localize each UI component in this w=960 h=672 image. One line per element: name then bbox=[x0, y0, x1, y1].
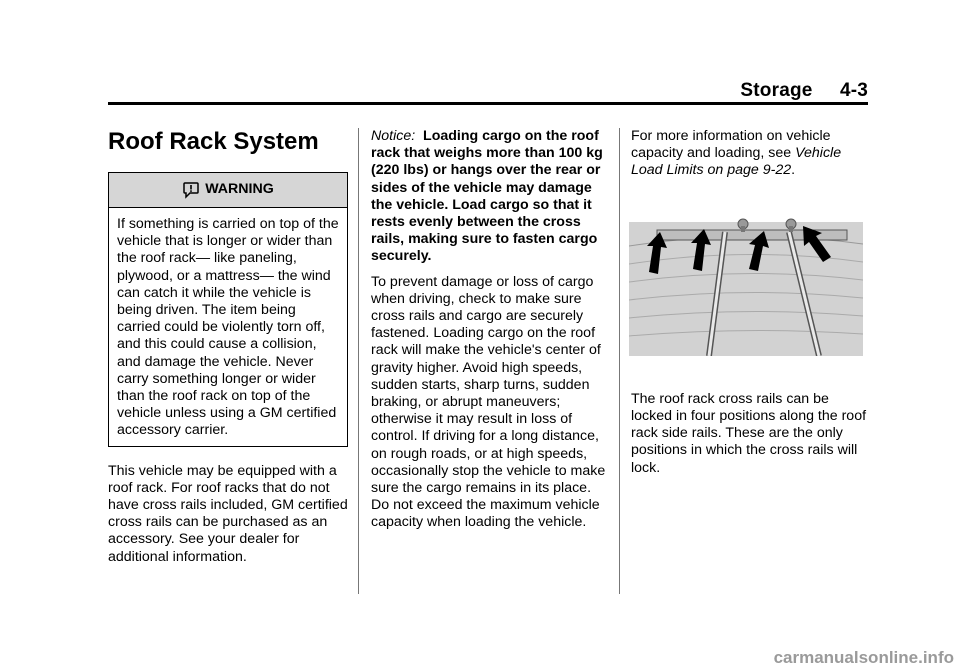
capacity-text: For more information on vehicle capacity and loading, see bbox=[631, 128, 831, 162]
capacity-text-end: . bbox=[791, 162, 796, 179]
column-1 bbox=[108, 128, 348, 574]
notice-label: Notice: bbox=[371, 128, 416, 144]
watermark: carmanualsonline.info bbox=[773, 648, 954, 667]
roof-rack-intro: This vehicle may be equipped with a roof rack. For roof racks that do not have cross rails included, GM certified cross rails can be purchased as an accessory. See your dealer for additional information. bbox=[108, 462, 348, 565]
notice-text: Loading cargo on the roof rack that weighs more than 100 kg (220 lbs) or hangs over the rear or sides of the vehicle may damage the vehicle. Load cargo so that it rests evenly between the cross rails, making sure to fasten cargo securely. bbox=[371, 128, 603, 265]
column-2 bbox=[371, 128, 611, 540]
roof-rack-illustration bbox=[629, 206, 863, 356]
cargo-safety-paragraph: To prevent damage or loss of cargo when driving, check to make sure cross rails and cargo are securely fastened. Loading cargo on the roof rack will make the vehicle's center of gravity higher. Avoid high speeds, sudden starts, sharp turns, sudden braking, or abrupt maneuvers; otherwise it may result in loss of control. If driving for a long distance, on rough roads, or at high speeds, occasionally stop the vehicle to make sure the cargo remains in its place. Do not exceed the maximum vehicle capacity when loading the vehicle. bbox=[371, 273, 606, 531]
warning-label: WARNING bbox=[205, 181, 274, 198]
warning-header bbox=[109, 173, 347, 208]
column-3 bbox=[631, 128, 871, 485]
header-page-number: 4-3 bbox=[839, 80, 868, 101]
warning-box bbox=[108, 172, 348, 447]
warning-icon bbox=[182, 181, 200, 199]
header-section: Storage bbox=[740, 80, 813, 101]
capacity-paragraph bbox=[631, 128, 871, 180]
cross-rails-paragraph: The roof rack cross rails can be locked in four positions along the roof rack side rails. These are the only positions in which the cross rails will lock. bbox=[631, 390, 867, 476]
column-divider-2 bbox=[619, 128, 620, 594]
header-rule bbox=[108, 102, 868, 105]
warning-text: If something is carried on top of the vehicle that is longer or wider than the roof rack— like paneling, plywood, or a mattress— the wind can catch it while the vehicle is being driven. The item being carried could be violently torn off, and this could cause a collision, and damage the vehicle. Never carry something longer or wider than the roof rack on top of the vehicle unless using a GM certified accessory carrier. bbox=[117, 216, 339, 439]
column-divider-1 bbox=[358, 128, 359, 594]
header-title bbox=[740, 80, 868, 102]
vehicle-load-limits-link[interactable]: Vehicle Load Limits on page 9-22 bbox=[631, 145, 842, 179]
section-title: Roof Rack System bbox=[108, 128, 319, 155]
notice-paragraph bbox=[371, 128, 611, 266]
